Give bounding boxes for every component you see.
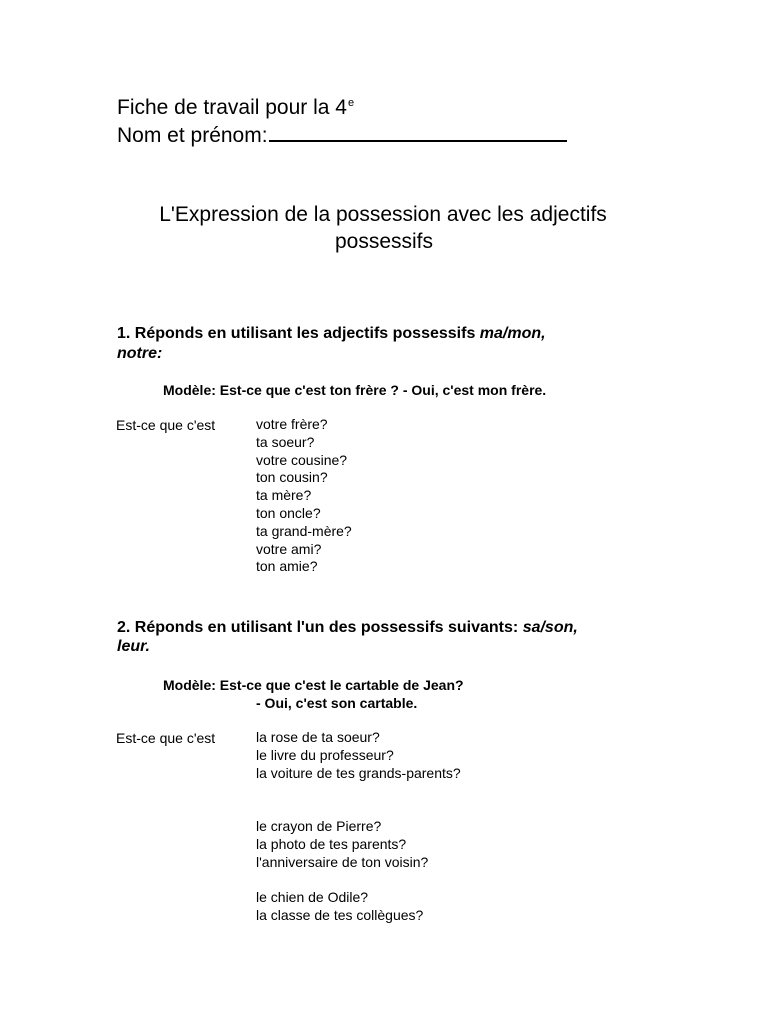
exercise-2-instruction <box>117 618 578 637</box>
exercise-1-instruction-italic: ma/mon, <box>479 325 546 342</box>
exercise-1-instruction <box>117 324 546 343</box>
list-item: ton cousin? <box>256 469 328 486</box>
list-item: ton amie? <box>256 558 318 575</box>
list-item: ta grand-mère? <box>256 522 352 539</box>
exercise-2-prompt: Est-ce que c'est <box>116 730 216 746</box>
list-item: la rose de ta soeur? <box>256 729 380 745</box>
exercise-2-question-group-2 <box>256 818 428 871</box>
list-item: l'anniversaire de ton voisin? <box>256 853 429 870</box>
exercise-2-instruction-text: 2. Réponds en utilisant l'un des possessifs suivants: <box>117 619 523 636</box>
exercise-2-instruction-cont <box>117 637 150 656</box>
exercise-1-instruction-italic-2: notre: <box>117 345 163 362</box>
list-item: votre ami? <box>256 540 322 557</box>
list-item: le livre du professeur? <box>256 746 394 763</box>
exercise-2-instruction-italic: sa/son, <box>522 619 578 636</box>
list-item: ton oncle? <box>256 504 321 521</box>
list-item: votre frère? <box>256 416 328 432</box>
worksheet-title <box>117 95 354 121</box>
list-item: la classe de tes collègues? <box>256 906 424 923</box>
exercise-1-instruction-cont <box>117 344 162 363</box>
name-field <box>117 122 567 149</box>
exercise-2-question-group-1 <box>256 729 461 782</box>
name-blank-line <box>269 122 567 142</box>
worksheet-title-text: Fiche de travail pour la 4 <box>117 96 347 119</box>
main-title-line-1: L'Expression de la possession avec les adjectifs <box>159 203 607 226</box>
list-item: ta soeur? <box>256 433 315 450</box>
exercise-2-model-line-1: Modèle: Est-ce que c'est le cartable de Jean? <box>163 677 464 693</box>
exercise-2-instruction-italic-2: leur. <box>117 638 150 655</box>
exercise-2-model-line-2: - Oui, c'est son cartable. <box>256 695 418 711</box>
name-label: Nom et prénom: <box>117 124 268 147</box>
list-item: la photo de tes parents? <box>256 835 407 852</box>
exercise-1-prompt: Est-ce que c'est <box>116 417 216 433</box>
exercise-1-model: Modèle: Est-ce que c'est ton frère ? - Oui, c'est mon frère. <box>163 382 547 398</box>
list-item: votre cousine? <box>256 451 348 468</box>
exercise-1-question-list <box>256 416 352 576</box>
list-item: le chien de Odile? <box>256 889 369 905</box>
list-item: la voiture de tes grands-parents? <box>256 764 461 781</box>
main-title-line-2: possessifs <box>334 230 434 253</box>
worksheet-title-superscript: e <box>347 97 355 109</box>
exercise-2-question-group-3 <box>256 889 423 925</box>
list-item: le crayon de Pierre? <box>256 818 382 834</box>
list-item: ta mère? <box>256 487 312 504</box>
exercise-1-instruction-text: 1. Réponds en utilisant les adjectifs possessifs <box>117 325 480 342</box>
